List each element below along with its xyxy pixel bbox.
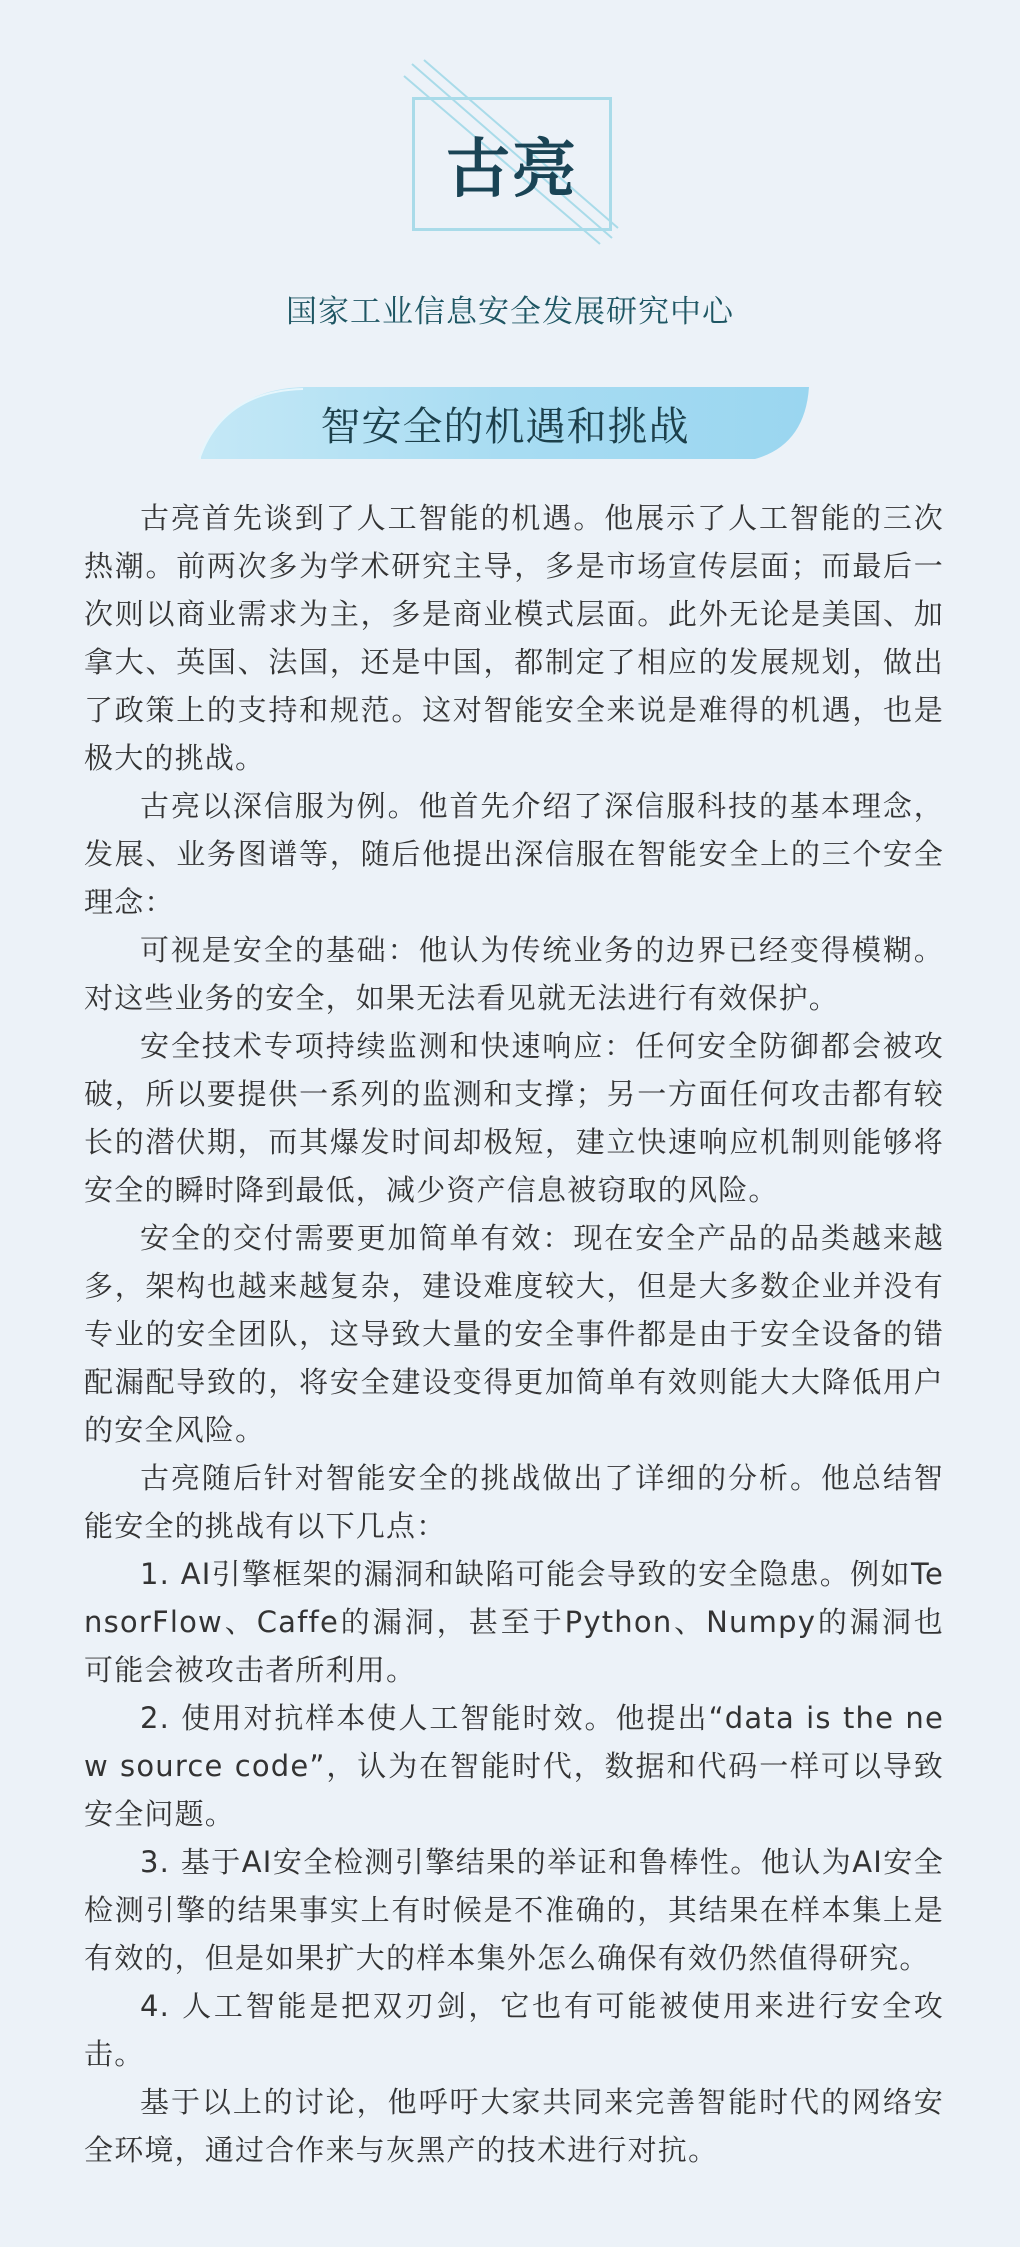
paragraph-monitoring: 安全技术专项持续监测和快速响应：任何安全防御都会被攻破，所以要提供一系列的监测和支撑；另一方面任何攻击都有较长的潜伏期，而其爆发时间却极短，建立快速响应机制则能够将安全的瞬时降到最低，减少资产信息被窃取的风险。 xyxy=(84,1029,944,1207)
paragraph-challenge-3: 3. 基于AI安全检测引擎结果的举证和鲁棒性。他认为AI安全检测引擎的结果事实上有时候是不准确的，其结果在样本集上是有效的，但是如果扩大的样本集外怎么确保有效仍然值得研究。 xyxy=(84,1845,944,1975)
article-body xyxy=(84,494,944,2174)
paragraph-challenge-1: 1. AI引擎框架的漏洞和缺陷可能会导致的安全隐患。例如TensorFlow、Caffe的漏洞，甚至于Python、Numpy的漏洞也可能会被攻击者所利用。 xyxy=(84,1557,944,1687)
paragraph-sangfor-intro: 古亮以深信服为例。他首先介绍了深信服科技的基本理念，发展、业务图谱等，随后他提出深信服在智能安全上的三个安全理念： xyxy=(84,789,944,919)
paragraph-visibility: 可视是安全的基础：他认为传统业务的边界已经变得模糊。对这些业务的安全，如果无法看见就无法进行有效保护。 xyxy=(84,933,944,1015)
paragraph-delivery: 安全的交付需要更加简单有效：现在安全产品的品类越来越多，架构也越来越复杂，建设难度较大，但是大多数企业并没有专业的安全团队，这导致大量的安全事件都是由于安全设备的错配漏配导致的，将安全建设变得更加简单有效则能大大降低用户的安全风险。 xyxy=(84,1221,944,1447)
paragraph-challenge-2: 2. 使用对抗样本使人工智能时效。他提出“data is the new source code”，认为在智能时代，数据和代码一样可以导致安全问题。 xyxy=(84,1701,944,1831)
section-title: 智安全的机遇和挑战 xyxy=(320,403,690,450)
section-banner xyxy=(195,385,815,461)
paragraph-challenge-4: 4. 人工智能是把双刃剑，它也有可能被使用来进行安全攻击。 xyxy=(84,1989,944,2071)
organization-name: 国家工业信息安全发展研究中心 xyxy=(286,294,734,330)
speaker-name: 古亮 xyxy=(446,132,578,207)
paragraph-challenges-intro: 古亮随后针对智能安全的挑战做出了详细的分析。他总结智能安全的挑战有以下几点： xyxy=(84,1461,944,1543)
paragraph-conclusion: 基于以上的讨论，他呼吁大家共同来完善智能时代的网络安全环境，通过合作来与灰黑产的技术进行对抗。 xyxy=(84,2085,944,2167)
paragraph-opportunity: 古亮首先谈到了人工智能的机遇。他展示了人工智能的三次热潮。前两次多为学术研究主导，多是市场宣传层面；而最后一次则以商业需求为主，多是商业模式层面。此外无论是美国、加拿大、英国、法国，还是中国，都制定了相应的发展规划，做出了政策上的支持和规范。这对智能安全来说是难得的机遇，也是极大的挑战。 xyxy=(84,501,944,775)
